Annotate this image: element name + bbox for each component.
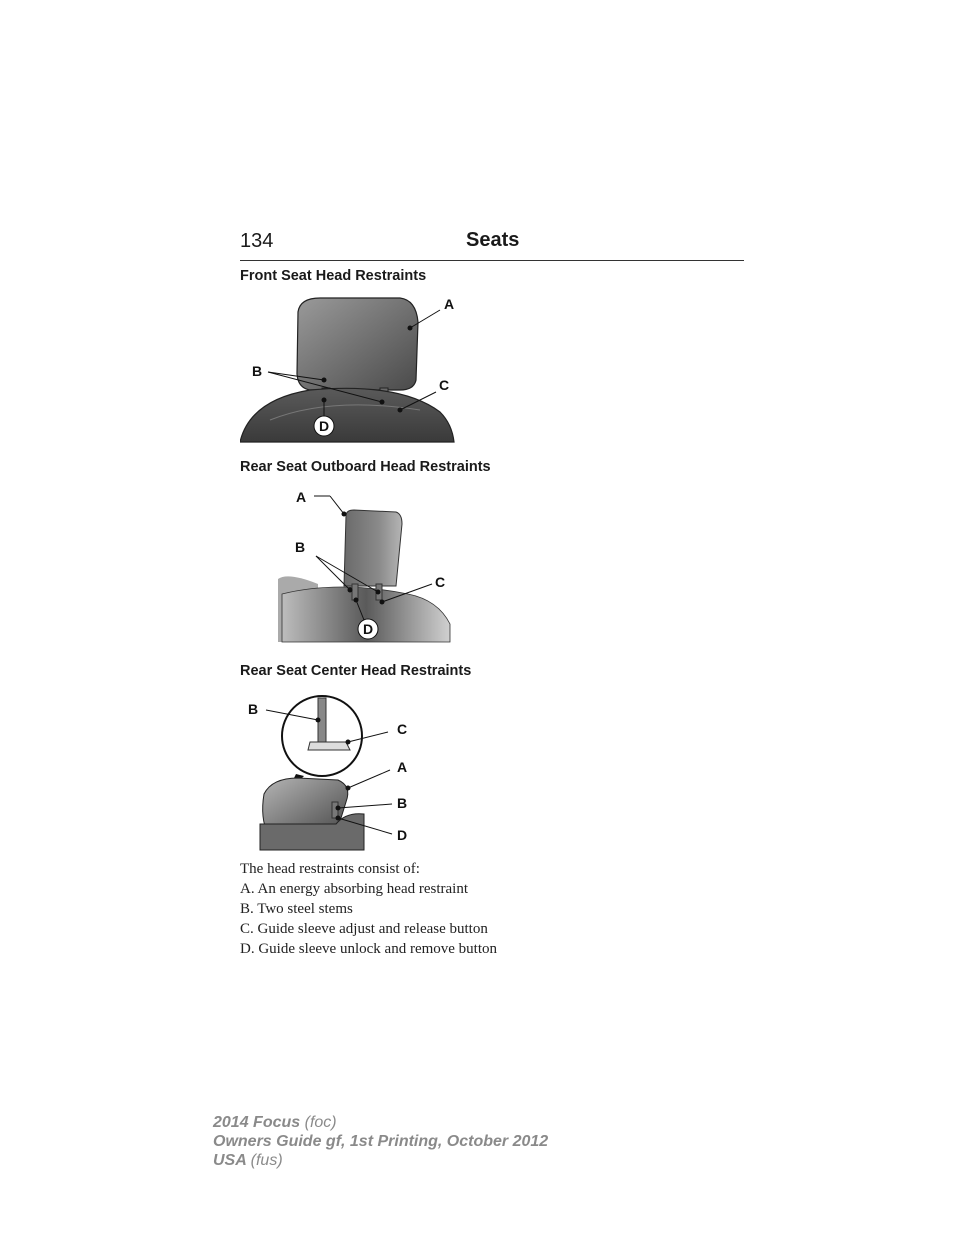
list-item: D. Guide sleeve unlock and remove button [240,941,498,957]
footer-line-1 [213,1113,548,1132]
list-item: B. Two steel stems [240,901,353,917]
footer-line-3 [213,1151,548,1170]
parts-intro: The head restraints consist of: [240,861,420,877]
callout-b-top: B [248,701,259,717]
callout-c: C [435,574,446,590]
callout-d: D [397,827,408,843]
figure-heading-front: Front Seat Head Restraints [240,268,427,284]
callout-b: B [397,795,408,811]
parts-list [240,859,497,959]
list-item: C. Guide sleeve adjust and release button [240,921,488,937]
footer-market-code: (fus) [250,1152,283,1169]
page-header [240,228,744,261]
callout-c: C [397,721,408,737]
footer-model: 2014 Focus [213,1114,301,1131]
page-number: 134 [240,230,274,252]
footer-market: USA [213,1152,247,1169]
rear-center-illustration [246,694,416,852]
rear-outboard-illustration [278,484,453,646]
callout-d: D [319,418,330,434]
callout-b: B [295,539,306,555]
figure-heading-rear-outboard: Rear Seat Outboard Head Restraints [240,459,491,475]
figure-heading-rear-center: Rear Seat Center Head Restraints [240,663,472,679]
callout-a: A [397,759,408,775]
page-footer [213,1113,548,1170]
callout-b: B [252,363,263,379]
front-seat-illustration [240,292,480,444]
callout-c: C [439,377,450,393]
callout-a: A [444,296,455,312]
footer-line-2: Owners Guide gf, 1st Printing, October 2012 [213,1133,549,1150]
footer-model-code: (foc) [304,1114,337,1131]
callout-d: D [363,621,374,637]
callout-a: A [296,489,307,505]
section-title: Seats [466,229,520,251]
list-item: A. An energy absorbing head restraint [240,881,468,897]
